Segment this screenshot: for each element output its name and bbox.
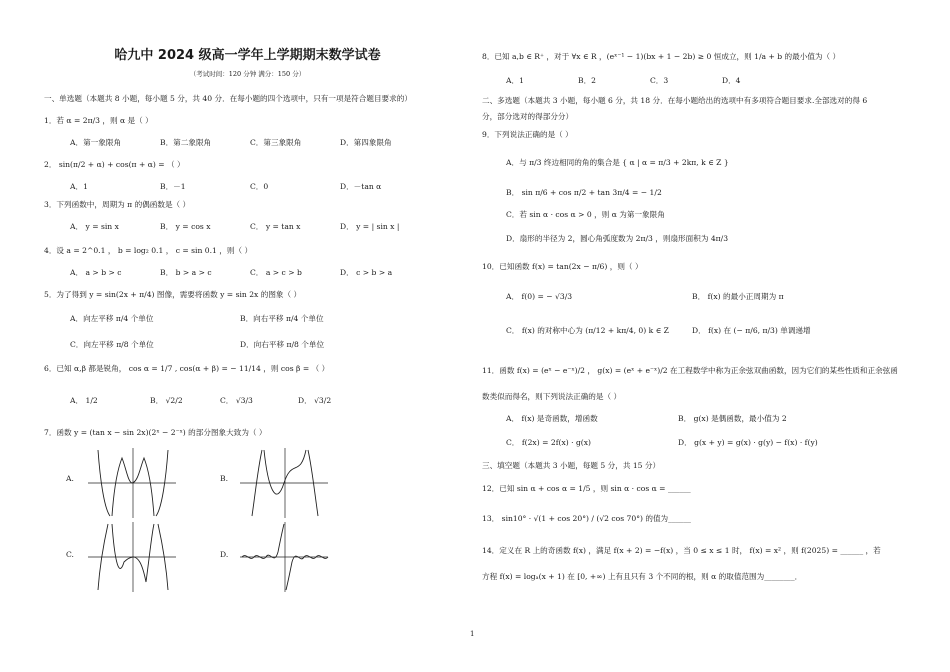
q7-graph-a	[88, 448, 178, 518]
section-single-choice: 一、单选题（本题共 8 小题，每小题 5 分，共 40 分．在每小题的四个选项中，只有一项是符合题目要求的）	[44, 94, 412, 103]
q6-option-d: D． √3/2	[298, 396, 332, 405]
q3-option-a: A． y = sin x	[70, 222, 119, 231]
q2-option-d: D．－tan α	[340, 182, 382, 191]
q1-stem: 1．若 α = 2π/3 ，则 α 是（ ）	[44, 116, 153, 125]
q9-option-a: A．与 π/3 终边相同的角的集合是 { α | α = π/3 + 2kπ, k ∈ Z }	[506, 158, 729, 167]
q8-option-d: D．4	[722, 76, 741, 85]
q7-label-d: D.	[220, 550, 229, 559]
q5-option-a: A．向左平移 π/4 个单位	[70, 314, 154, 323]
section-multi-choice-1: 二、多选题（本题共 3 小题，每小题 6 分，共 18 分．在每小题给出的选项中有多项符合题目要求.全部选对的得 6	[482, 96, 868, 105]
q6-stem: 6．已知 α,β 都是锐角， cos α = 1/7 , cos(α + β) = − 11/14 ，则 cos β = （ ）	[44, 364, 330, 373]
q8-option-b: B．2	[578, 76, 597, 85]
q14-stem-2: 方程 f(x) = logₐ(x + 1) 在 [0, +∞) 上有且只有 3 个不同的根，则 α 的取值范围为________．	[482, 572, 803, 581]
q2-option-b: B．－1	[160, 182, 186, 191]
q6-option-a: A． 1/2	[70, 396, 98, 405]
q10-option-c: C． f(x) 的对称中心为 (π/12 + kπ/4, 0) k ∈ Z	[506, 326, 669, 335]
q7-graph-c	[88, 522, 178, 592]
q11-option-a: A． f(x) 是奇函数，增函数	[506, 414, 598, 423]
q8-stem: 8．已知 a,b ∈ R⁺ ，对于 ∀x ∈ R ，(eˣ⁻¹ − 1)(bx + 1 − 2b) ≥ 0 恒成立，则 1/a + b 的最小值为（ ）	[482, 52, 841, 61]
q5-stem: 5．为了得到 y = sin(2x + π/4) 图像，需要将函数 y = sin 2x 的图象（ ）	[44, 290, 302, 299]
q6-option-b: B． √2/2	[150, 396, 183, 405]
q5-option-d: D．向右平移 π/8 个单位	[240, 340, 325, 349]
q9-stem: 9．下列说法正确的是（ ）	[482, 130, 573, 139]
page-number: 1	[470, 630, 475, 638]
q4-option-a: A． a > b > c	[70, 268, 122, 277]
q7-graph-d	[240, 522, 330, 592]
q7-graph-b	[240, 448, 330, 518]
q13-stem: 13． sin10° · √(1 + cos 20°) / (√2 cos 70°) 的值为______	[482, 514, 691, 523]
q10-option-a: A． f(0) = − √3/3	[506, 292, 573, 301]
q11-option-c: C． f(2x) = 2f(x) · g(x)	[506, 438, 592, 447]
q10-option-d: D． f(x) 在 (− π/6, π/3) 单调递增	[692, 326, 811, 335]
q10-option-b: B． f(x) 的最小正周期为 π	[692, 292, 784, 301]
q7-label-c: C.	[66, 550, 74, 559]
q5-option-b: B．向右平移 π/4 个单位	[240, 314, 324, 323]
q3-option-d: D． y = | sin x |	[340, 222, 400, 231]
exam-subtitle: （考试时间：120 分钟 满分：150 分）	[189, 70, 306, 78]
q8-option-c: C．3	[650, 76, 669, 85]
q7-label-b: B.	[220, 474, 228, 483]
q9-option-d: D．扇形的半径为 2，圆心角弧度数为 2π/3 ，则扇形面积为 4π/3	[506, 234, 729, 243]
q4-option-d: D． c > b > a	[340, 268, 393, 277]
q2-option-c: C．0	[250, 182, 269, 191]
q4-option-b: B． b > a > c	[160, 268, 212, 277]
q12-stem: 12．已知 sin α + cos α = 1/5 ，则 sin α · cos α = ______	[482, 484, 691, 493]
q9-option-c: C．若 sin α · cos α > 0 ，则 α 为第一象限角	[506, 210, 665, 219]
section-fill-blank: 三、填空题（本题共 3 小题，每题 5 分，共 15 分）	[482, 461, 661, 470]
q14-stem-1: 14．定义在 R 上的奇函数 f(x) ，满足 f(x + 2) = −f(x) ，当 0 ≤ x ≤ 1 时， f(x) = x² ，则 f(2025) = ______ ，若	[482, 546, 881, 555]
q2-option-a: A．1	[70, 182, 88, 191]
q7-stem: 7．函数 y = (tan x − sin 2x)(2ˣ − 2⁻ˣ) 的部分图象大致为（ ）	[44, 428, 267, 437]
q3-option-c: C． y = tan x	[250, 222, 301, 231]
q6-option-c: C． √3/3	[220, 396, 253, 405]
q1-option-c: C．第三象限角	[250, 138, 302, 147]
q3-stem: 3．下列函数中，周期为 π 的偶函数是（ ）	[44, 200, 191, 209]
q4-stem: 4．设 a = 2^0.1 ， b = log₂ 0.1 ， c = sin 0.1 ，则（ ）	[44, 246, 253, 255]
q4-option-c: C． a > c > b	[250, 268, 302, 277]
q11-option-d: D． g(x + y) = g(x) · g(y) − f(x) · f(y)	[678, 438, 818, 447]
exam-title: 哈九中 2024 级高一学年上学期期末数学试卷	[114, 48, 381, 63]
q1-option-a: A．第一象限角	[70, 138, 122, 147]
q1-option-b: B．第二象限角	[160, 138, 212, 147]
q9-option-b: B． sin π/6 + cos π/2 + tan 3π/4 = − 1/2	[506, 188, 662, 197]
q11-stem: 11．函数 f(x) = (eˣ − e⁻ˣ)/2 ， g(x) = (eˣ + e⁻ˣ)/2 在工程数学中称为正余弦双曲函数，因为它们的某些性质和正余弦函	[482, 366, 898, 375]
q10-stem: 10．已知函数 f(x) = tan(2x − π/6) ，则（ ）	[482, 262, 643, 271]
q11-stem-2: 数类似而得名，则下列说法正确的是（ ）	[482, 392, 622, 401]
q7-label-a: A.	[66, 474, 74, 483]
q11-option-b: B． g(x) 是偶函数，最小值为 2	[678, 414, 787, 423]
q8-option-a: A．1	[506, 76, 524, 85]
q3-option-b: B． y = cos x	[160, 222, 211, 231]
q2-stem: 2． sin(π/2 + α) + cos(π + α) = （ ）	[44, 160, 185, 169]
section-multi-choice-2: 分，部分选对的得部分分）	[482, 112, 574, 121]
q5-option-c: C．向左平移 π/8 个单位	[70, 340, 154, 349]
q1-option-d: D．第四象限角	[340, 138, 392, 147]
